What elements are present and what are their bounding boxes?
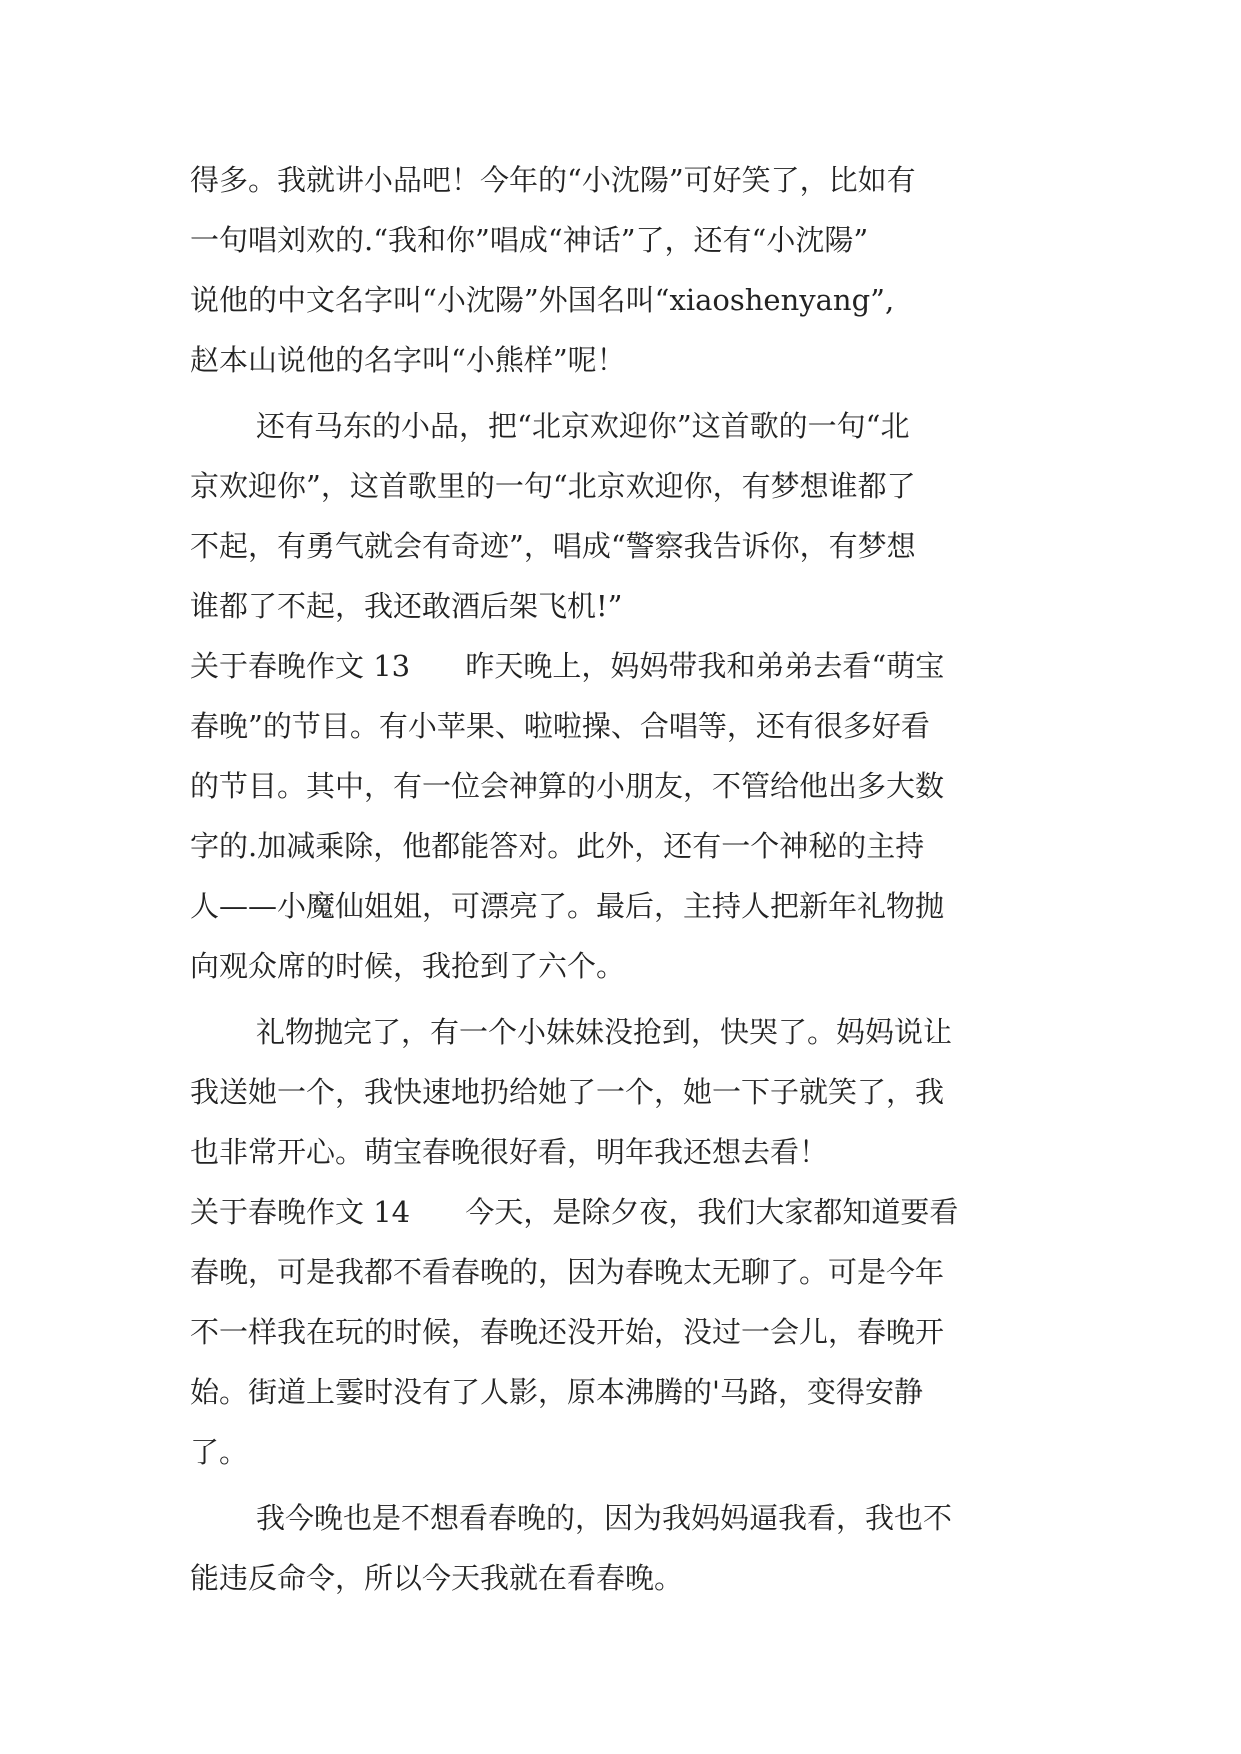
text-line: 我送她一个，我快速地扔给她了一个，她一下子就笑了，我 xyxy=(190,1075,945,1109)
text-line: 不一样我在玩的时候，春晚还没开始，没过一会儿，春晚开 xyxy=(190,1315,945,1349)
text-line: 赵本山说他的名字叫“小熊样”呢！ xyxy=(190,343,626,377)
paragraph-start-line: 我今晚也是不想看春晚的，因为我妈妈逼我看，我也不 xyxy=(256,1501,953,1535)
text-line: 得多。我就讲小品吧！今年的“小沈陽”可好笑了，比如有 xyxy=(190,163,916,197)
text-line: 人——小魔仙姐姐，可漂亮了。最后，主持人把新年礼物抛 xyxy=(190,889,945,923)
paragraph-start-line: 还有马东的小品，把“北京欢迎你”这首歌的一句“北 xyxy=(256,409,910,443)
text-line: 谁都了不起，我还敢酒后架飞机!” xyxy=(190,589,623,623)
paragraph-start-line: 礼物抛完了，有一个小妹妹没抢到，快哭了。妈妈说让 xyxy=(256,1015,953,1049)
text-line: 不起，有勇气就会有奇迹”，唱成“警察我告诉你，有梦想 xyxy=(190,529,916,563)
text-line: 春晚，可是我都不看春晚的，因为春晚太无聊了。可是今年 xyxy=(190,1255,945,1289)
text-line: 的节目。其中，有一位会神算的小朋友，不管给他出多大数 xyxy=(190,769,945,803)
text-line: 说他的中文名字叫“小沈陽”外国名叫“xiaoshenyang”, xyxy=(190,283,895,317)
text-line: 了。 xyxy=(190,1435,249,1469)
text-line: 字的.加减乘除，他都能答对。此外，还有一个神秘的主持 xyxy=(190,829,925,863)
text-line: 一句唱刘欢的.“我和你”唱成“神话”了，还有“小沈陽” xyxy=(190,223,869,257)
text-line: 能违反命令，所以今天我就在看春晚。 xyxy=(190,1561,684,1595)
text-line: 始。街道上霎时没有了人影，原本沸腾的'马路，变得安静 xyxy=(190,1375,923,1409)
text-line: 春晚”的节目。有小苹果、啦啦操、合唱等，还有很多好看 xyxy=(190,709,930,743)
section-heading-line: 关于春晚作文 13 昨天晚上，妈妈带我和弟弟去看“萌宝 xyxy=(190,649,945,683)
text-line: 也非常开心。萌宝春晚很好看，明年我还想去看！ xyxy=(190,1135,829,1169)
document-page xyxy=(190,150,1050,1608)
section-heading-line: 关于春晚作文 14 今天，是除夕夜，我们大家都知道要看 xyxy=(190,1195,959,1229)
text-line: 京欢迎你”，这首歌里的一句“北京欢迎你，有梦想谁都了 xyxy=(190,469,916,503)
text-line: 向观众席的时候，我抢到了六个。 xyxy=(190,949,626,983)
